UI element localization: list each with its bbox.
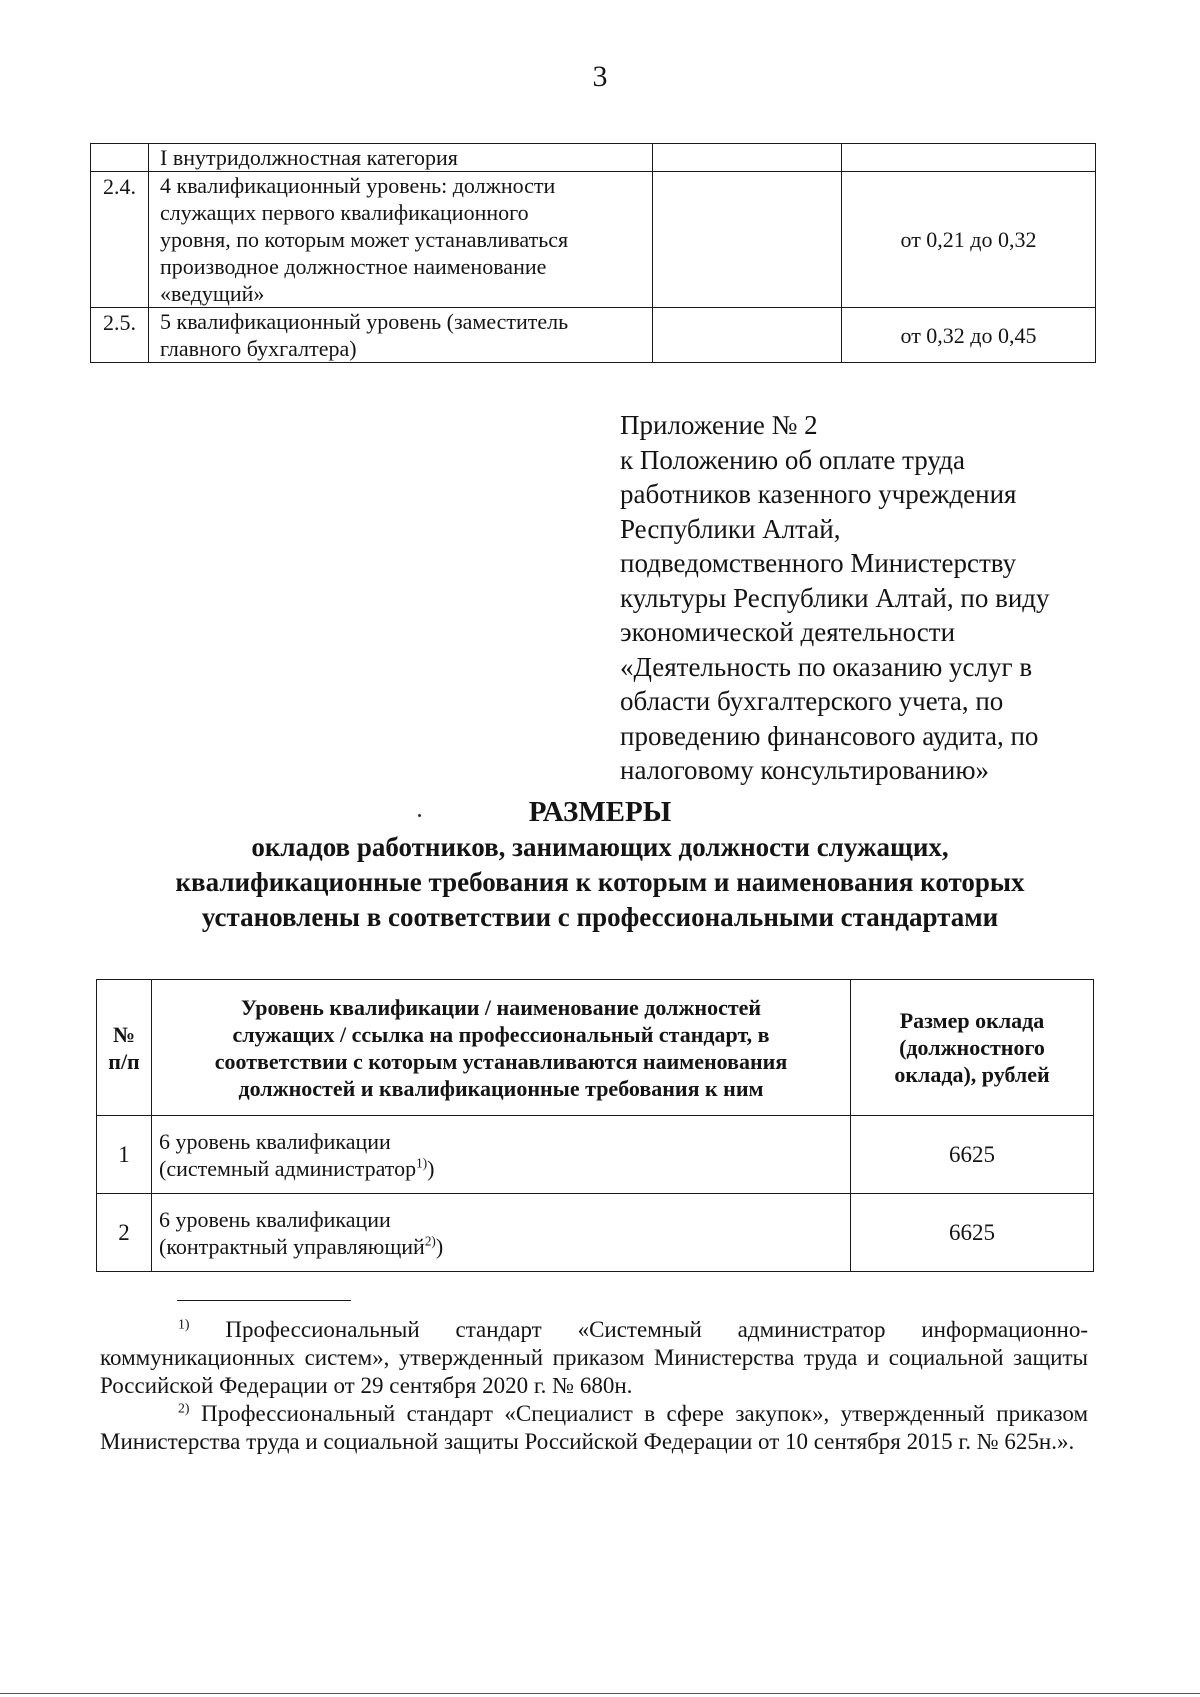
appendix-line: «Деятельность по оказанию услуг в <box>620 651 1033 682</box>
appendix-line: Приложение № 2 <box>620 410 818 440</box>
section-heading <box>0 795 1200 935</box>
footnote-text: Профессиональный стандарт «Специалист в сфере закупок», утвержденный приказом Министерства труда и социальной защиты Российской Федерации от 10 сентября 2015 г. № 625н.». <box>100 1401 1088 1454</box>
description-line: 4 квалификационный уровень: должности <box>160 173 556 198</box>
description-line: I внутридолжностная категория <box>160 145 458 170</box>
header-line: должностей и квалификационные требования к ним <box>238 1075 764 1101</box>
position-name <box>159 1155 842 1182</box>
appendix-line: культуры Республики Алтай, по виду <box>620 582 1050 613</box>
footnote <box>100 1316 1088 1400</box>
heading-subtitle-line: окладов работников, занимающих должности служащих, <box>251 832 949 862</box>
appendix-line: к Положению об оплате труда <box>620 444 965 475</box>
appendix-reference <box>620 408 1090 788</box>
description-line: главного бухгалтера) <box>160 336 357 361</box>
appendix-line: проведению финансового аудита, по <box>620 720 1039 751</box>
table-row <box>97 1194 1094 1272</box>
heading-subtitle-line: квалификационные требования к которым и наименования которых <box>175 867 1025 897</box>
footnotes <box>100 1316 1088 1456</box>
row-number: 1 <box>97 1116 152 1194</box>
footnote-mark: 1) <box>178 1316 190 1332</box>
row-qualification <box>152 1194 851 1272</box>
description-line: 5 квалификационный уровень (заместитель <box>160 309 569 334</box>
footnote <box>100 1400 1088 1456</box>
salary-value: 6625 <box>851 1194 1094 1272</box>
coefficient-cell: от 0,32 до 0,45 <box>842 308 1096 363</box>
table-row <box>97 1116 1094 1194</box>
header-line: служащих / ссылка на профессиональный стандарт, в <box>232 1021 770 1047</box>
appendix-line: области бухгалтерского учета, по <box>620 686 1004 716</box>
salary-value: 6625 <box>851 1116 1094 1194</box>
description-line: «ведущий» <box>160 281 265 306</box>
appendix-line: работников казенного учреждения <box>620 479 1017 509</box>
header-line: оклада), рублей <box>894 1062 1050 1087</box>
footnote-mark: 2) <box>178 1400 190 1416</box>
empty-cell <box>653 144 842 172</box>
description-line: служащих первого квалификационного <box>160 200 529 225</box>
row-number <box>91 144 149 172</box>
qualification-level: 6 уровень квалификации <box>159 1206 391 1232</box>
salary-table <box>96 979 1094 1272</box>
footnote-ref: 2) <box>424 1233 436 1249</box>
row-number: 2 <box>97 1194 152 1272</box>
header-line: № <box>112 1021 136 1047</box>
table-row <box>91 172 1096 308</box>
table-row <box>91 308 1096 363</box>
position-text: (системный администратор <box>159 1155 417 1181</box>
coefficient-cell: от 0,21 до 0,32 <box>842 172 1096 308</box>
qualification-coefficients-table <box>90 143 1096 363</box>
header-qualification <box>152 980 851 1116</box>
header-line: Размер оклада <box>899 1008 1045 1033</box>
header-line: Уровень квалификации / наименование должностей <box>240 994 762 1020</box>
position-text: (контрактный управляющий <box>159 1233 425 1259</box>
row-number: 2.4. <box>91 172 149 308</box>
row-description <box>149 308 653 363</box>
table-header-row <box>97 980 1094 1116</box>
footnote-separator <box>177 1300 351 1301</box>
row-description <box>149 172 653 308</box>
description-line: производное должностное наименование <box>160 254 547 279</box>
appendix-line: Республики Алтай, <box>620 513 841 544</box>
page-bottom-edge <box>0 1693 1200 1694</box>
appendix-line: подведомственного Министерству <box>620 548 1017 578</box>
header-salary <box>851 980 1094 1116</box>
coefficient-cell <box>842 144 1096 172</box>
row-number: 2.5. <box>91 308 149 363</box>
heading-title: РАЗМЕРЫ <box>528 796 672 828</box>
row-description <box>149 144 653 172</box>
table-row <box>91 144 1096 172</box>
footnote-ref: 1) <box>416 1155 428 1171</box>
qualification-level: 6 уровень квалификации <box>159 1128 391 1154</box>
position-name <box>159 1233 842 1260</box>
position-text-end: ) <box>427 1155 435 1181</box>
page-number: 3 <box>592 60 608 93</box>
appendix-line: экономической деятельности <box>620 617 956 647</box>
heading-subtitle-line: установлены в соответствии с профессиональными стандартами <box>201 902 999 932</box>
description-line: уровня, по которым может устанавливаться <box>160 227 569 252</box>
appendix-line: налоговому консультированию» <box>620 755 990 785</box>
empty-cell <box>653 308 842 363</box>
position-text-end: ) <box>435 1233 444 1259</box>
header-line: (должностного <box>899 1035 1045 1060</box>
header-line: соответствии с которым устанавливаются наименования <box>214 1048 788 1074</box>
header-number <box>97 980 152 1116</box>
row-qualification <box>152 1116 851 1194</box>
header-line: п/п <box>108 1048 140 1074</box>
footnote-text: Профессиональный стандарт «Системный администратор информационно-коммуникационных систем», утвержденный приказом Министерства труда и социальной защиты Российской Федерации от 29 сентября 2020 г. № 680н. <box>100 1317 1088 1398</box>
empty-cell <box>653 172 842 308</box>
